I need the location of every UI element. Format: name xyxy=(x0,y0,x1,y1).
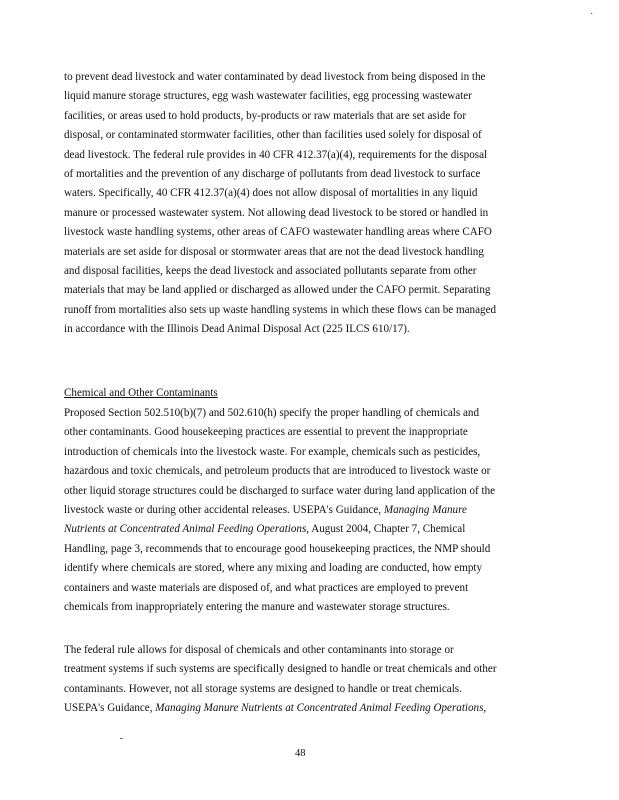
text-line xyxy=(64,501,554,520)
corner-mark: · xyxy=(590,9,594,20)
text-line: manure or processed wastewater system. Not allowing dead livestock to be stored or handled in xyxy=(64,206,489,219)
text-line: livestock waste handling systems, other areas of CAFO wastewater handling areas where CAFO xyxy=(64,226,492,239)
text-line: of mortalities and the prevention of any discharge of pollutants from dead livestock to surface xyxy=(64,167,481,180)
guidance-title: Nutrients at Concentrated Animal Feeding Operations xyxy=(64,523,307,536)
scan-speck xyxy=(120,738,123,739)
text-run: , August 2004, Chapter 7, Chemical xyxy=(306,523,466,536)
text-line: dead livestock. The federal rule provides in 40 CFR 412.37(a)(4), requirements for the disposal xyxy=(64,148,488,161)
text-line: to prevent dead livestock and water contaminated by dead livestock from being disposed in the xyxy=(64,71,486,83)
paragraph-federal-rule xyxy=(64,641,554,719)
text-line xyxy=(64,520,554,539)
guidance-title: Managing Manure Nutrients at Concentrated Animal Feeding Operations, xyxy=(155,702,487,715)
text-line: identify where chemicals are stored, where any mixing and loading are conducted, how empty xyxy=(64,562,483,575)
text-run: livestock waste or during other accidental releases. USEPA's Guidance, xyxy=(64,503,384,516)
text-line: runoff from mortalities also sets up waste handling systems in which these flows can be managed xyxy=(64,303,497,316)
text-line: Handling, page 3, recommends that to encourage good housekeeping practices, the NMP should xyxy=(64,542,491,555)
page-number: 48 xyxy=(295,748,306,759)
section-heading: Chemical and Other Contaminants xyxy=(64,387,218,399)
text-line: contaminants. However, not all storage systems are designed to handle or treat chemicals. xyxy=(64,682,462,695)
text-line: materials that may be land applied or discharged as allowed under the CAFO permit. Separating xyxy=(64,284,491,297)
paragraph-chemicals xyxy=(64,404,554,617)
text-line: Proposed Section 502.510(b)(7) and 502.610(h) specify the proper handling of chemicals and xyxy=(64,407,479,419)
text-line xyxy=(64,699,554,718)
text-line: materials are set aside for disposal or stormwater areas that are not the dead livestock handling xyxy=(64,245,484,258)
guidance-title: Managing Manure xyxy=(383,503,467,516)
text-line: waters. Specifically, 40 CFR 412.37(a)(4) does not allow disposal of mortalities in any liquid xyxy=(64,187,478,200)
paragraph-dead-livestock xyxy=(64,68,554,339)
text-line: liquid manure storage structures, egg wash wastewater facilities, egg processing wastewater xyxy=(64,90,472,103)
text-line: and disposal facilities, keeps the dead livestock and associated pollutants separate from other xyxy=(64,264,477,277)
text-line: disposal, or contaminated stormwater facilities, other than facilities used solely for disposal of xyxy=(64,129,482,142)
text-line: treatment systems if such systems are specifically designed to handle or treat chemicals and other xyxy=(64,663,497,676)
text-line: chemicals from inappropriately entering the manure and wastewater storage structures. xyxy=(64,600,450,613)
text-line: in accordance with the Illinois Dead Animal Disposal Act (225 ILCS 610/17). xyxy=(64,323,410,336)
text-line: hazardous and toxic chemicals, and petroleum products that are introduced to livestock waste or xyxy=(64,465,491,478)
text-line: other contaminants. Good housekeeping practices are essential to prevent the inappropriate xyxy=(64,426,468,439)
text-line: containers and waste materials are disposed of, and what practices are employed to prevent xyxy=(64,581,469,594)
text-line: facilities, or areas used to hold products, by-products or raw materials that are set aside for xyxy=(64,109,467,122)
text-line: The federal rule allows for disposal of chemicals and other contaminants into storage or xyxy=(64,644,454,656)
text-line: other liquid storage structures could be discharged to surface water during land application of the xyxy=(64,484,496,497)
text-run: USEPA's Guidance, xyxy=(64,702,156,715)
text-line: introduction of chemicals into the livestock waste. For example, chemicals such as pesticides, xyxy=(64,445,481,458)
